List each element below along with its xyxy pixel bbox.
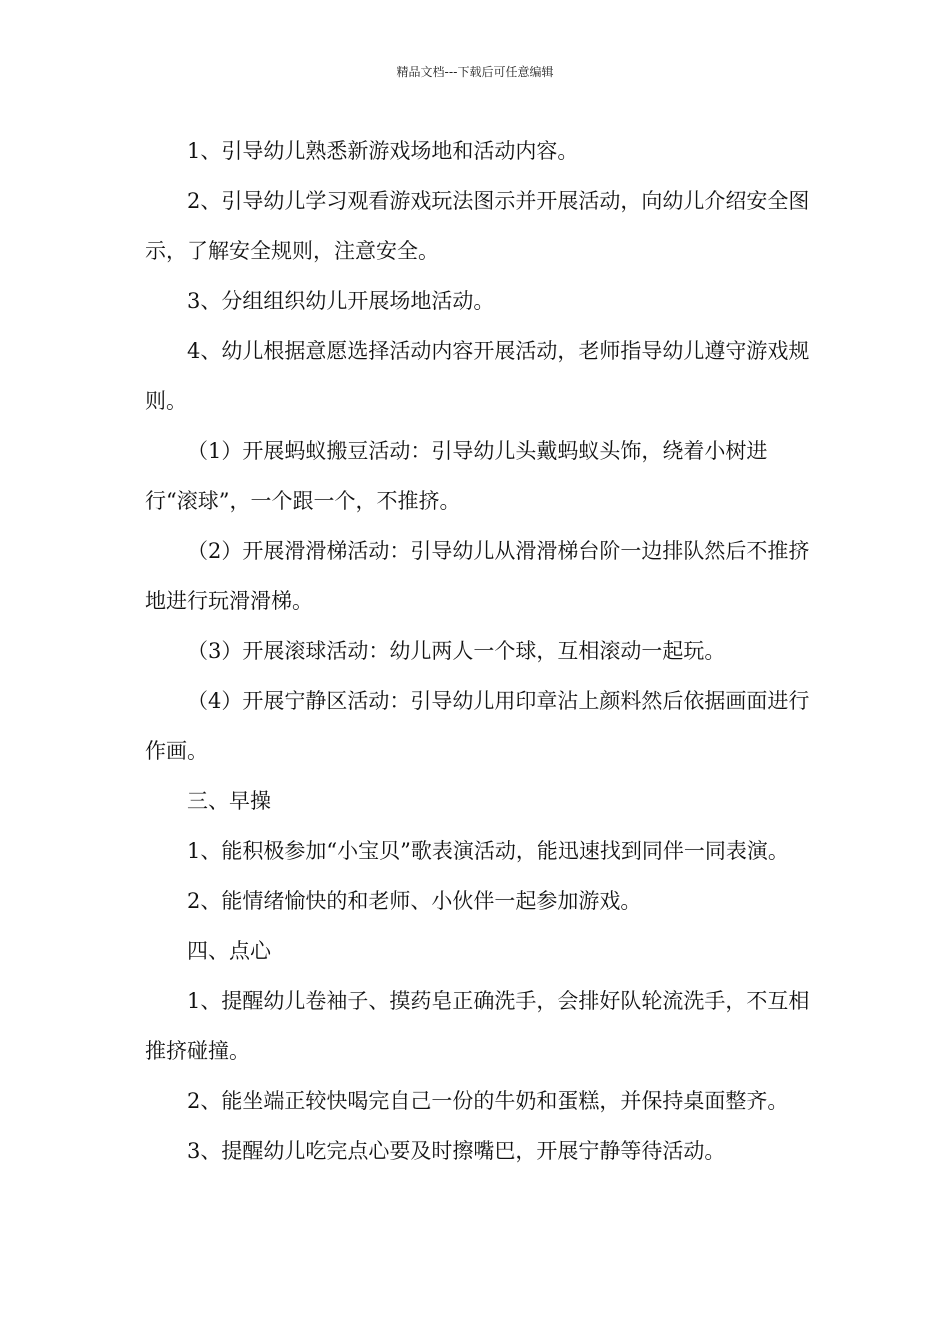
paragraph-2: 2、引导幼儿学习观看游戏玩法图示并开展活动，向幼儿介绍安全图示，了解安全规则，注意安全。 <box>145 189 810 263</box>
paragraph-15: 3、提醒幼儿吃完点心要及时擦嘴巴，开展宁静等待活动。 <box>187 1139 726 1163</box>
paragraph-8: （4）开展宁静区活动：引导幼儿用印章沾上颜料然后依据画面进行作画。 <box>145 689 810 763</box>
paragraph-14: 2、能坐端正较快喝完自己一份的牛奶和蛋糕，并保持桌面整齐。 <box>187 1089 789 1113</box>
paragraph-1: 1、引导幼儿熟悉新游戏场地和活动内容。 <box>187 139 579 163</box>
document-body <box>145 126 810 1176</box>
paragraph-5: （1）开展蚂蚁搬豆活动：引导幼儿头戴蚂蚁头饰，绕着小树进行“滚球”，一个跟一个，不推挤。 <box>145 439 768 513</box>
section-heading-dianxin: 四、点心 <box>187 939 271 963</box>
paragraph-6: （2）开展滑滑梯活动：引导幼儿从滑滑梯台阶一边排队然后不推挤地进行玩滑滑梯。 <box>145 539 810 613</box>
paragraph-13: 1、提醒幼儿卷袖子、摸药皂正确洗手，会排好队轮流洗手，不互相推挤碰撞。 <box>145 989 810 1063</box>
paragraph-11: 2、能情绪愉快的和老师、小伙伴一起参加游戏。 <box>187 889 642 913</box>
paragraph-10: 1、能积极参加“小宝贝”歌表演活动，能迅速找到同伴一同表演。 <box>187 839 789 863</box>
paragraph-7: （3）开展滚球活动：幼儿两人一个球，互相滚动一起玩。 <box>187 639 726 663</box>
paragraph-4: 4、幼儿根据意愿选择活动内容开展活动，老师指导幼儿遵守游戏规则。 <box>145 339 810 413</box>
paragraph-3: 3、分组组织幼儿开展场地活动。 <box>187 289 495 313</box>
section-heading-zaocao: 三、早操 <box>187 789 271 813</box>
page-header: 精品文档---下载后可任意编辑 <box>396 65 554 79</box>
